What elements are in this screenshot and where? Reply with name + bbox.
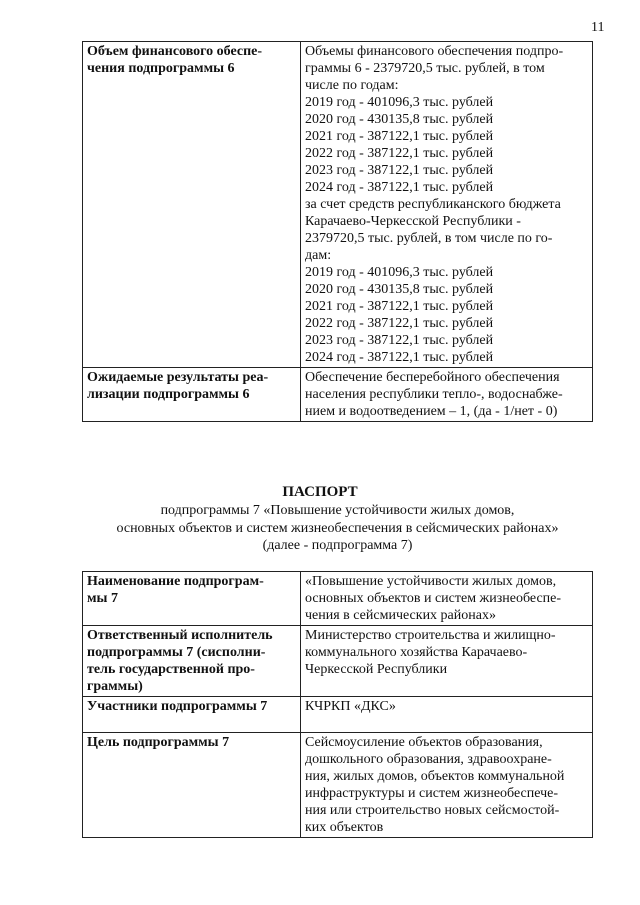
value-line: Министерство строительства и жилищно- [305,628,556,643]
label-line: Ответственный исполнитель [87,628,273,643]
value-line: 2024 год - 387122,1 тыс. рублей [305,350,494,365]
row-label [83,733,301,838]
value-line: коммунального хозяйства Карачаево- [305,645,528,660]
passport-subtitle [82,502,593,555]
table-row [83,572,593,626]
value-line: ких объектов [305,820,384,835]
value-line: числе по годам: [305,78,399,93]
financing-table [82,41,593,422]
row-value [301,626,593,697]
value-line: 2379720,5 тыс. рублей, в том числе по го- [305,231,553,246]
row-label [83,572,301,626]
label-line: Объем финансового обеспе- [87,44,263,59]
value-line: ния или строительство новых сейсмостой- [305,803,560,818]
row-label [83,697,301,733]
value-line: граммы 6 - 2379720,5 тыс. рублей, в том [305,61,545,76]
value-line: 2023 год - 387122,1 тыс. рублей [305,163,494,178]
value-line: «Повышение устойчивости жилых домов, [305,574,557,589]
table-row [83,697,593,733]
row-value [301,42,593,368]
table-row [83,733,593,838]
value-line: населения республики тепло-, водоснабже- [305,387,563,402]
row-value [301,733,593,838]
row-label [83,626,301,697]
value-line: дам: [305,248,332,263]
label-line: Цель подпрограммы 7 [87,735,230,750]
label-line: Наименование подпрограм- [87,574,264,589]
value-line: 2023 год - 387122,1 тыс. рублей [305,333,494,348]
label-line: Ожидаемые результаты реа- [87,370,269,385]
value-line: чения в сейсмических районах» [305,608,496,623]
value-line: Обеспечение бесперебойного обеспечения [305,370,560,385]
label-line: тель государственной про- [87,662,255,677]
value-line: 2024 год - 387122,1 тыс. рублей [305,180,494,195]
value-line: Черкесской Республики [305,662,448,677]
value-line: нием и водоотведением – 1, (да - 1/нет - 0) [305,404,558,419]
value-line: инфраструктуры и систем жизнеобеспече- [305,786,559,801]
row-value [301,697,593,733]
value-line: Карачаево-Черкесской Республики - [305,214,521,229]
row-value [301,572,593,626]
label-line: чения подпрограммы 6 [87,61,235,76]
passport-table [82,571,593,838]
value-line: 2019 год - 401096,3 тыс. рублей [305,265,494,280]
label-line: граммы) [87,679,143,694]
subtitle-line: подпрограммы 7 «Повышение устойчивости жилых домов, [160,503,515,518]
table-row [83,368,593,422]
value-line: 2019 год - 401096,3 тыс. рублей [305,95,494,110]
value-line: 2022 год - 387122,1 тыс. рублей [305,316,494,331]
value-line: 2020 год - 430135,8 тыс. рублей [305,112,494,127]
value-line: 2021 год - 387122,1 тыс. рублей [305,129,494,144]
label-line: подпрограммы 7 (сисполни- [87,645,266,660]
row-label [83,42,301,368]
passport-title: ПАСПОРТ [282,484,358,500]
label-line: лизации подпрограммы 6 [87,387,250,402]
subtitle-line: (далее - подпрограмма 7) [262,538,413,553]
table-row [83,42,593,368]
value-line: 2021 год - 387122,1 тыс. рублей [305,299,494,314]
value-line: 2020 год - 430135,8 тыс. рублей [305,282,494,297]
label-line: мы 7 [87,591,118,606]
value-line: за счет средств республиканского бюджета [305,197,561,212]
subtitle-line: основных объектов и систем жизнеобеспечения в сейсмических районах» [116,520,559,536]
value-line: дошкольного образования, здравоохране- [305,752,552,767]
value-line: 2022 год - 387122,1 тыс. рублей [305,146,494,161]
row-label [83,368,301,422]
value-line: Сейсмоусиление объектов образования, [305,735,543,750]
value-line: основных объектов и систем жизнеобеспе- [305,591,562,606]
value-line: ния, жилых домов, объектов коммунальной [305,769,565,784]
page-number: 11 [591,20,605,35]
label-line: Участники подпрограммы 7 [87,699,268,714]
table-row [83,626,593,697]
value-line: КЧРКП «ДКС» [305,699,396,714]
value-line: Объемы финансового обеспечения подпро- [305,44,564,59]
row-value [301,368,593,422]
